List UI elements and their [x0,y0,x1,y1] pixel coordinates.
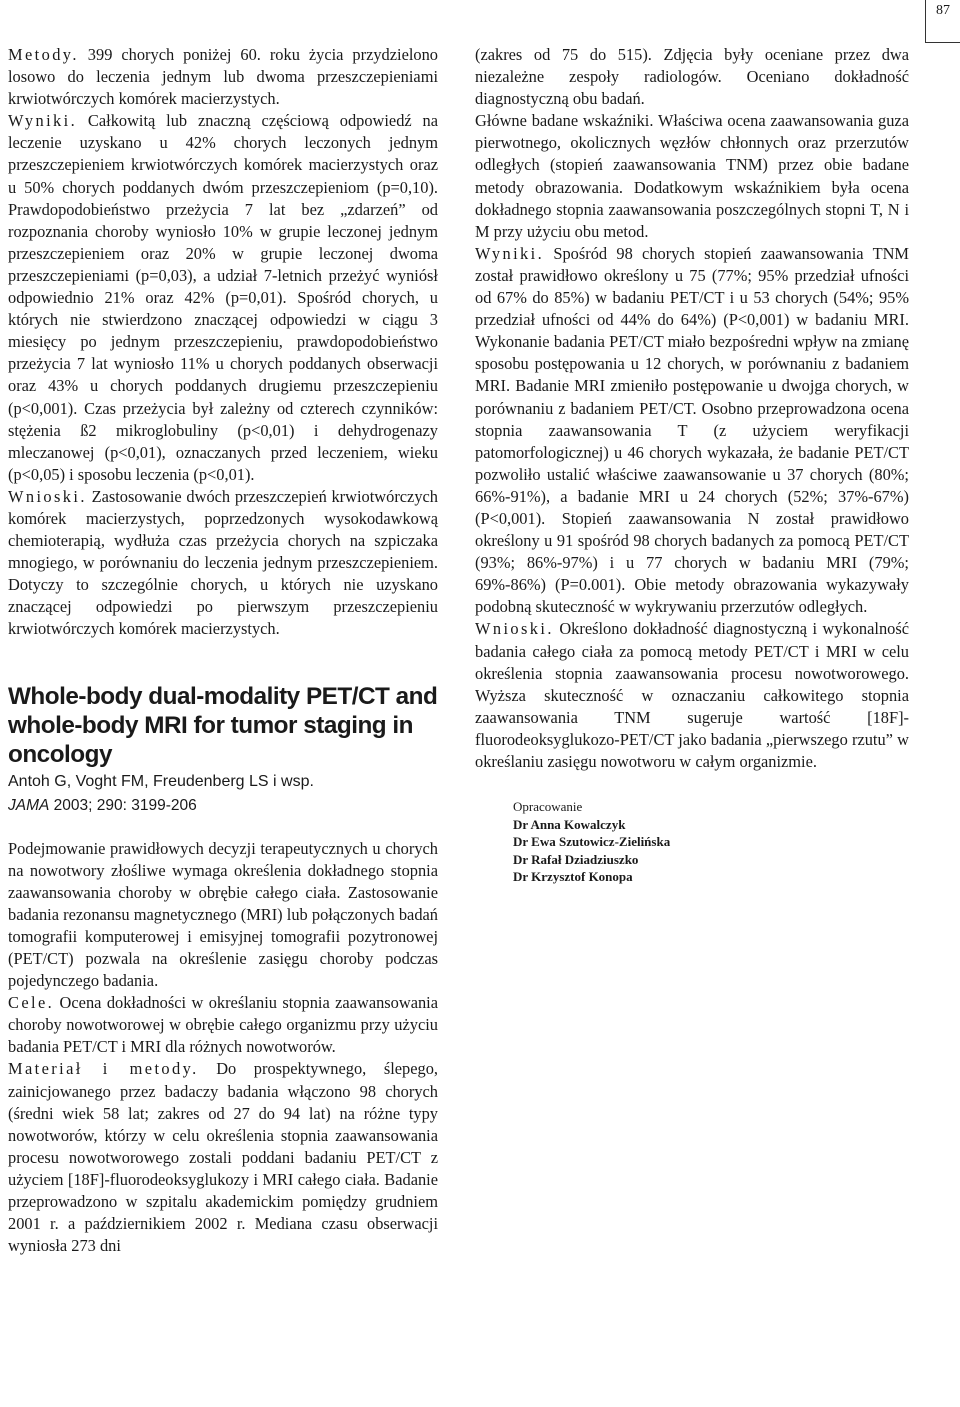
results-heading: Wyniki. [8,111,78,131]
credits-name: Dr Rafał Dziadziuszko [513,851,639,867]
credits-name: Dr Anna Kowalczyk [513,816,626,832]
material-methods-text: Do prospektywnego, ślepego, zainicjowanego przez badaczy badania włączono 98 chorych (średni wiek 58 lat; zakres od 27 do 94 lat) na różne typy nowotworów, którzy w celu określenia stopnia zaawansowania procesu nowotworowego zostali poddani badaniu PET/CT z użyciem [18F]-fluorodeoksyglukozy i MRI całego ciała. Badanie przeprowadzono w szpitalu akademickim pomiędzy grudniem 2001 r. a październikiem 2002 r. Mediana czasu obserwacji wyniosła 273 dni [8,1059,438,1256]
article-citation [8,796,438,816]
methods-paragraph [8,44,438,110]
credits-name: Dr Ewa Szutowicz-Zielińska [513,834,671,850]
results-paragraph [8,110,438,486]
intro-paragraph: Podejmowanie prawidłowych decyzji terapeutycznych u chorych na nowotwory złośliwe wymaga określenia dokładnego stopnia zaawansowania choroby w obrębie całego ciała. Zastosowanie badania rezonansu magnetycznego (MRI) lub połączonych badań tomografii komputerowej i emisyjnej tomografii pozytronowej (PET/CT) pozwala na określenie zasięgu choroby podczas pojedynczego badania. [8,838,438,991]
conclusions-text-2: Określono dokładność diagnostyczną i wykonalność badania całego ciała za pomocą metody PET/CT i MRI w celu określenia stopnia zaawansowania procesu nowotworowego. Wyższa skuteczność w oznaczaniu całkowitego stopnia zaawansowania TNM sugeruje wartość [18F]-fluorodeoksyglukozo-PET/CT jako badania „pierwszego rzutu” w określaniu zasięgu nowotworu w całym organizmie. [475,619,909,771]
article-authors: Antoh G, Voght FM, Freudenberg LS i wsp. [8,772,314,790]
results-paragraph-2 [475,243,909,619]
page-corner-rule-horizontal [925,42,960,43]
aims-paragraph [8,992,438,1058]
conclusions-text: Zastosowanie dwóch przeszczepień krwiotwórczych komórek macierzystych, poprzedzonych wysokodawkową chemioterapią, wydłuża czas przeżycia chorych na szpiczaka mnogiego, w porównaniu do leczenia jednym przeszczepieniem. Dotyczy to szczególnie chorych, u których nie uzyskano znaczącej odpowiedzi po pierwszym przeszczepieniu krwiotwórczych komórek macierzystych. [8,486,438,639]
page-corner-rule-vertical [925,0,926,42]
journal-name: JAMA [8,796,50,814]
aims-heading: Cele. [8,993,55,1013]
article-title: Whole-body dual-modality PET/CT and whole-body MRI for tumor staging in oncology [8,682,438,768]
methods-text: 399 chorych poniżej 60. roku życia przydzielono losowo do leczenia jednym lub dwoma przeszczepieniami krwiotwórczych komórek macierzystych. [8,45,438,109]
results-text: Całkowitą lub znaczną częściową odpowiedź na leczenie uzyskano u 42% chorych leczonych jednym przeszczepieniem krwiotwórczych komórek macierzystych oraz u 50% chorych poddanych dwóm przeszczepieniom (p=0,10). Prawdopodobieństwo przeżycia 7 lat bez „zdarzeń” od rozpoznania choroby wyniosło 10% w grupie leczonej jednym przeszczepieniem oraz 20% w grupie leczonej dwoma przeszczepieniami (p=0,03), a udział 7-letnich przeżyć wyniósł odpowiednio 21% oraz 42% (p=0,01). Spośród chorych, u których nie stwierdzono znaczącej odpowiedzi w ciągu 3 miesięcy po jednym przeszczepieniu, prawdopodobieństwo przeżycia 7 lat wyniosło 11% u chorych poddanych obserwacji oraz 43% u chorych poddanych drugiemu przeszczepieniu (p<0,001). Czas przeżycia był zależny od czterech czynników: stężenia ß2 mikroglobuliny (p<0,01) i dehydrogenazy mleczanowej (p<0,01), oznaczanych przed leczeniem, wieku (p<0,05) i sposobu leczenia (p<0,01). [8,111,438,484]
conclusions-paragraph [8,486,438,641]
credits-block [513,798,909,886]
material-methods-heading: Materiał i metody. [8,1059,199,1079]
material-methods-paragraph [8,1058,438,1257]
conclusions-heading-2: Wnioski. [475,619,554,639]
credits-label: Opracowanie [513,799,583,815]
page-number: 87 [936,3,950,18]
methods-continuation-paragraph: (zakres od 75 do 515). Zdjęcia były oceniane przez dwa niezależne zespoły radiologów. Oceniano dokładność diagnostyczną obu badań. [475,45,909,109]
results-text-2: Spośród 98 chorych stopień zaawansowania TNM został prawidłowo określony u 75 (77%; 95% przedział ufności od 67% do 85%) w badaniu PET/CT i u 53 chorych (54%; 95% przedział ufności od 44% do 64%) (P<0,001) w badaniu MRI. Wykonanie badania PET/CT miało bezpośredni wpływ na zmianę sposobu postępowania u 12 chorych, w porównaniu z badaniem MRI. Badanie MRI zmieniło postępowanie u dwojga chorych, w porównaniu z badaniem PET/CT. Osobno przeprowadzona ocena stopnia zaawansowania T (z użyciem weryfikacji patomorfologicznej) u 46 chorych wykazała, że badanie PET/CT pozwoliło ustalić właściwe zaawansowanie u 37 chorych (80%; 66%-91%), a badanie MRI u 24 chorych (52%; 37%-67%) (P<0,001). Stopień zaawansowania N został prawidłowo określony u 91 spośród 98 chorych badanych za pomocą PET/CT (93%; 86%-97%) i u 77 chorych w badaniu MRI (79%; 69%-86%) (P=0.001). Obie metody obrazowania wykazywały podobną skuteczność w wykrywaniu przerzutów odległych. [475,243,909,617]
results-heading-2: Wyniki. [475,243,545,263]
outcome-measures-paragraph: Główne badane wskaźniki. Właściwa ocena zaawansowania guza pierwotnego, okolicznych węzłów chłonnych oraz przerzutów odległych (stopień zaawansowania TNM) przez obie badane metody obrazowania. Dodatkowym wskaźnikiem była ocena dokładnego stopnia zaawansowania poszczególnych stopni T, N i M przy użyciu obu metod. [475,111,909,241]
aims-text: Ocena dokładności w określaniu stopnia zaawansowania choroby nowotworowej w obrębie całego organizmu przy użyciu badania PET/CT i MRI dla różnych nowotworów. [8,993,438,1057]
journal-reference: 2003; 290: 3199-206 [49,796,197,814]
methods-heading: Metody. [8,45,79,64]
conclusions-paragraph-2 [475,618,909,773]
right-column [475,44,909,886]
credits-name: Dr Krzysztof Konopa [513,869,633,885]
left-column [8,44,438,1257]
conclusions-heading: Wnioski. [8,486,87,506]
